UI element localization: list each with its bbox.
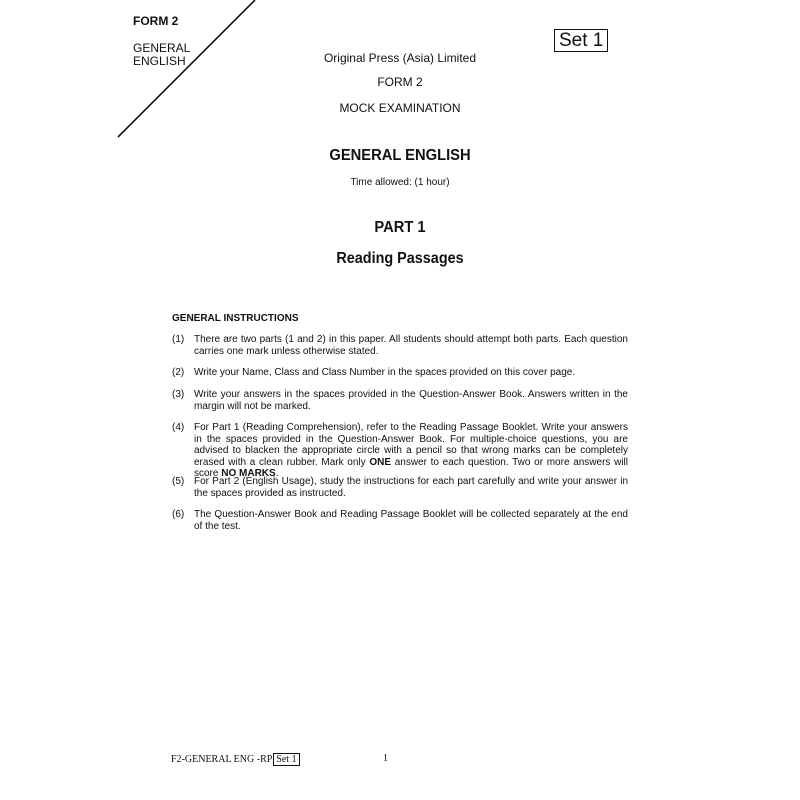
subject-title: GENERAL ENGLISH [329,147,471,164]
corner-subject-label: GENERAL ENGLISH [133,41,190,68]
instruction-item [172,509,628,532]
instruction-text: The Question-Answer Book and Reading Passage Booklet will be collected separately at the end of the test. [194,509,628,532]
instruction-number: (4) [172,422,185,433]
corner-form-label: FORM 2 [133,14,179,28]
instruction-item [172,476,628,499]
footer-paper-code [171,753,300,766]
footer-code-text: F2-GENERAL ENG -RP [171,754,273,765]
set-badge: Set 1 [554,29,608,52]
part-title: PART 1 [374,219,426,236]
instruction-text: Write your answers in the spaces provided in the Question-Answer Book. Answers written in the margin will not be marked. [194,389,628,412]
instruction-text: For Part 1 (Reading Comprehension), refer to the Reading Passage Booklet. Write your answers in the spaces provided in the Question-Answer Book. For multiple-choice questions, you are advised to blacken the appropriate circle with a pencil so that wrong marks can be completely erased with a clean rubber. Mark only ONE answer to each question. Two or more answers will score NO MARKS. [194,422,628,479]
instruction-number: (1) [172,334,185,345]
instruction-number: (5) [172,476,185,487]
instruction-number: (2) [172,367,185,378]
instruction-text: There are two parts (1 and 2) in this paper. All students should attempt both parts. Each question carries one mark unless otherwise stated. [194,334,628,357]
instruction-text: For Part 2 (English Usage), study the instructions for each part carefully and write your answer in the spaces provided as instructed. [194,476,628,499]
form-level: FORM 2 [377,75,423,89]
page-number: 1 [383,753,388,764]
instruction-number: (6) [172,509,185,520]
publisher-name: Original Press (Asia) Limited [323,51,477,65]
instruction-item [172,422,628,480]
instruction-number: (3) [172,389,185,400]
footer-set-badge: Set 1 [273,753,299,766]
instructions-heading: GENERAL INSTRUCTIONS [172,313,299,324]
instruction-text: Write your Name, Class and Class Number in the spaces provided on this cover page. [194,367,576,378]
instruction-item [172,334,628,357]
instruction-item [172,367,628,379]
time-allowed: Time allowed: (1 hour) [350,177,450,188]
instruction-item [172,389,628,412]
part-subtitle: Reading Passages [336,250,464,267]
exam-type: MOCK EXAMINATION [339,101,461,115]
